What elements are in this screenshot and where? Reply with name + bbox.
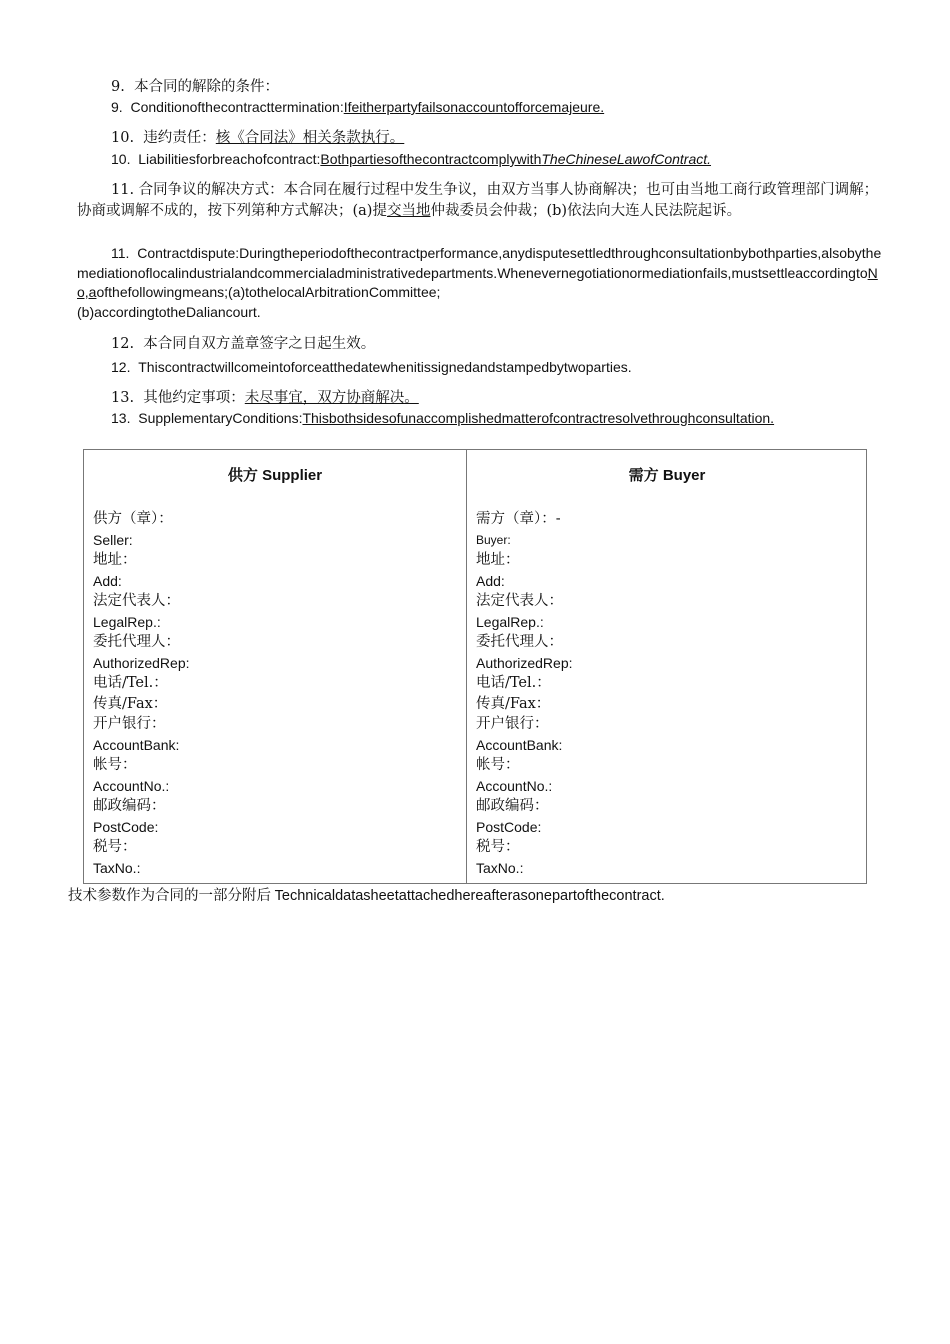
supplier-tax-label-en: TaxNo.: <box>93 859 141 876</box>
signature-table <box>83 449 867 884</box>
clause-number: 11. <box>111 245 130 261</box>
clause-number: 10. <box>111 130 135 146</box>
clause-text: (b)accordingtotheDaliancourt. <box>77 304 261 320</box>
supplier-seal-label: 供方（章）： <box>93 511 173 527</box>
clause-13-zh <box>111 388 419 408</box>
clause-11-en-b <box>77 302 261 322</box>
clause-9-en <box>111 97 604 117</box>
supplier-address-label-en: Add: <box>93 572 122 589</box>
clause-italic-text: TheChineseLawofContract. <box>541 151 712 167</box>
clause-underlined-text: Ifeitherpartyfailsonaccountofforcemajeure. <box>343 99 605 115</box>
clause-underlined-text: 交当地 <box>386 203 431 219</box>
clause-text: 违约责任： <box>143 130 216 146</box>
clause-text: 本合同的解除的条件： <box>134 79 280 95</box>
footer-zh: 技术参数作为合同的一部分附后 <box>68 888 271 904</box>
supplier-seller-label: Seller: <box>93 531 133 548</box>
supplier-account-label-en: AccountNo.: <box>93 777 170 794</box>
clause-number: 13. <box>111 410 131 426</box>
clause-9-zh <box>111 77 279 97</box>
buyer-bank-label-zh: 开户银行： <box>476 716 549 732</box>
buyer-fields <box>476 509 573 878</box>
clause-number: 11. <box>111 182 135 198</box>
supplier-authorized-rep-label-zh: 委托代理人： <box>93 634 180 650</box>
clause-text: Thiscontractwillcomeintoforceatthedatewhenitissignedandstampedbytwoparties. <box>138 359 632 375</box>
clause-underlined-text: No,a <box>77 264 878 300</box>
clause-12-zh <box>111 334 375 354</box>
buyer-legal-rep-label-en: LegalRep.: <box>476 613 544 630</box>
supplier-postcode-label-en: PostCode: <box>93 818 159 835</box>
buyer-address-label-en: Add: <box>476 572 505 589</box>
buyer-account-label-zh: 帐号： <box>476 757 520 773</box>
supplier-legal-rep-label-zh: 法定代表人： <box>93 593 180 609</box>
clause-number: 12. <box>111 336 135 352</box>
clause-text: ofthefollowingmeans;(a)tothelocalArbitrationCommittee; <box>96 284 441 300</box>
clause-underlined-text: 未尽事宜，双方协商解决。 <box>244 390 419 406</box>
clause-text: Liabilitiesforbreachofcontract: <box>138 151 321 167</box>
clause-11-en <box>77 244 887 303</box>
clause-13-en <box>111 408 774 428</box>
supplier-header: 供方 Supplier <box>227 467 323 484</box>
clause-number: 9. <box>111 79 125 95</box>
supplier-address-label-zh: 地址： <box>93 552 137 568</box>
clause-10-en <box>111 149 711 169</box>
supplier-postcode-label-zh: 邮政编码： <box>93 798 166 814</box>
supplier-legal-rep-label-en: LegalRep.: <box>93 613 161 630</box>
clause-text: 本合同自双方盖章签字之日起生效。 <box>143 336 376 352</box>
clause-text: Contractdispute:Duringtheperiodofthecontractperformance,anydisputesettledthroughconsultationbybothparties,alsobythemediationoflocalindustrialandcommercialadministrativedepartments.Whenevernegotiationormediationfails,mustsettleaccordingto <box>77 245 882 281</box>
clause-10-zh <box>111 128 404 148</box>
clause-text: 合同争议的解决方式：本合同在履行过程中发生争议，由双方当事人协商解决；也可由当地工商行政管理部门调解；协商或调解不成的，按下列第种方式解决；(a)提 <box>77 182 879 219</box>
clause-11-zh <box>77 180 892 222</box>
clause-12-en <box>111 357 632 377</box>
clause-underlined-text: Bothpartiesofthecontractcomplywith <box>320 151 542 167</box>
supplier-tax-label-zh: 税号： <box>93 839 137 855</box>
buyer-header: 需方 Buyer <box>628 467 706 484</box>
buyer-fax-label: 传真/Fax： <box>476 695 551 712</box>
buyer-buyer-label: Buyer: <box>476 532 511 547</box>
supplier-tel-label: 电话/Tel.： <box>93 675 168 691</box>
supplier-bank-label-zh: 开户银行： <box>93 716 166 732</box>
clause-text: SupplementaryConditions: <box>138 410 303 426</box>
supplier-column <box>84 450 466 883</box>
buyer-tax-label-en: TaxNo.: <box>476 859 524 876</box>
clause-text: 其他约定事项： <box>143 390 245 406</box>
buyer-authorized-rep-label-zh: 委托代理人： <box>476 634 563 650</box>
clause-underlined-text: Thisbothsidesofunaccomplishedmatterofcontractresolvethroughconsultation. <box>302 410 775 426</box>
supplier-authorized-rep-label-en: AuthorizedRep: <box>93 654 190 671</box>
clause-number: 9. <box>111 99 123 115</box>
technical-datasheet-note <box>68 886 665 906</box>
buyer-address-label-zh: 地址： <box>476 552 520 568</box>
buyer-postcode-label-en: PostCode: <box>476 818 542 835</box>
clause-text: Conditionofthecontracttermination: <box>130 99 344 115</box>
buyer-bank-label-en: AccountBank: <box>476 736 563 753</box>
buyer-authorized-rep-label-en: AuthorizedRep: <box>476 654 573 671</box>
supplier-bank-label-en: AccountBank: <box>93 736 180 753</box>
clause-number: 10. <box>111 151 131 167</box>
buyer-tel-label: 电话/Tel.： <box>476 675 551 691</box>
buyer-seal-label: 需方（章）：- <box>476 511 561 527</box>
clause-number: 13. <box>111 390 135 406</box>
buyer-column <box>467 450 867 883</box>
buyer-postcode-label-zh: 邮政编码： <box>476 798 549 814</box>
clause-text: 仲裁委员会仲裁；(b)依法向大连人民法院起诉。 <box>430 203 742 219</box>
footer-en: Technicaldatasheetattachedhereafterasonepartofthecontract. <box>274 888 665 904</box>
supplier-fields <box>93 509 190 878</box>
buyer-legal-rep-label-zh: 法定代表人： <box>476 593 563 609</box>
buyer-account-label-en: AccountNo.: <box>476 777 553 794</box>
clause-number: 12. <box>111 359 131 375</box>
supplier-fax-label: 传真/Fax： <box>93 695 168 712</box>
clause-underlined-text: 核《合同法》相关条款执行。 <box>215 130 405 146</box>
supplier-account-label-zh: 帐号： <box>93 757 137 773</box>
buyer-tax-label-zh: 税号： <box>476 839 520 855</box>
